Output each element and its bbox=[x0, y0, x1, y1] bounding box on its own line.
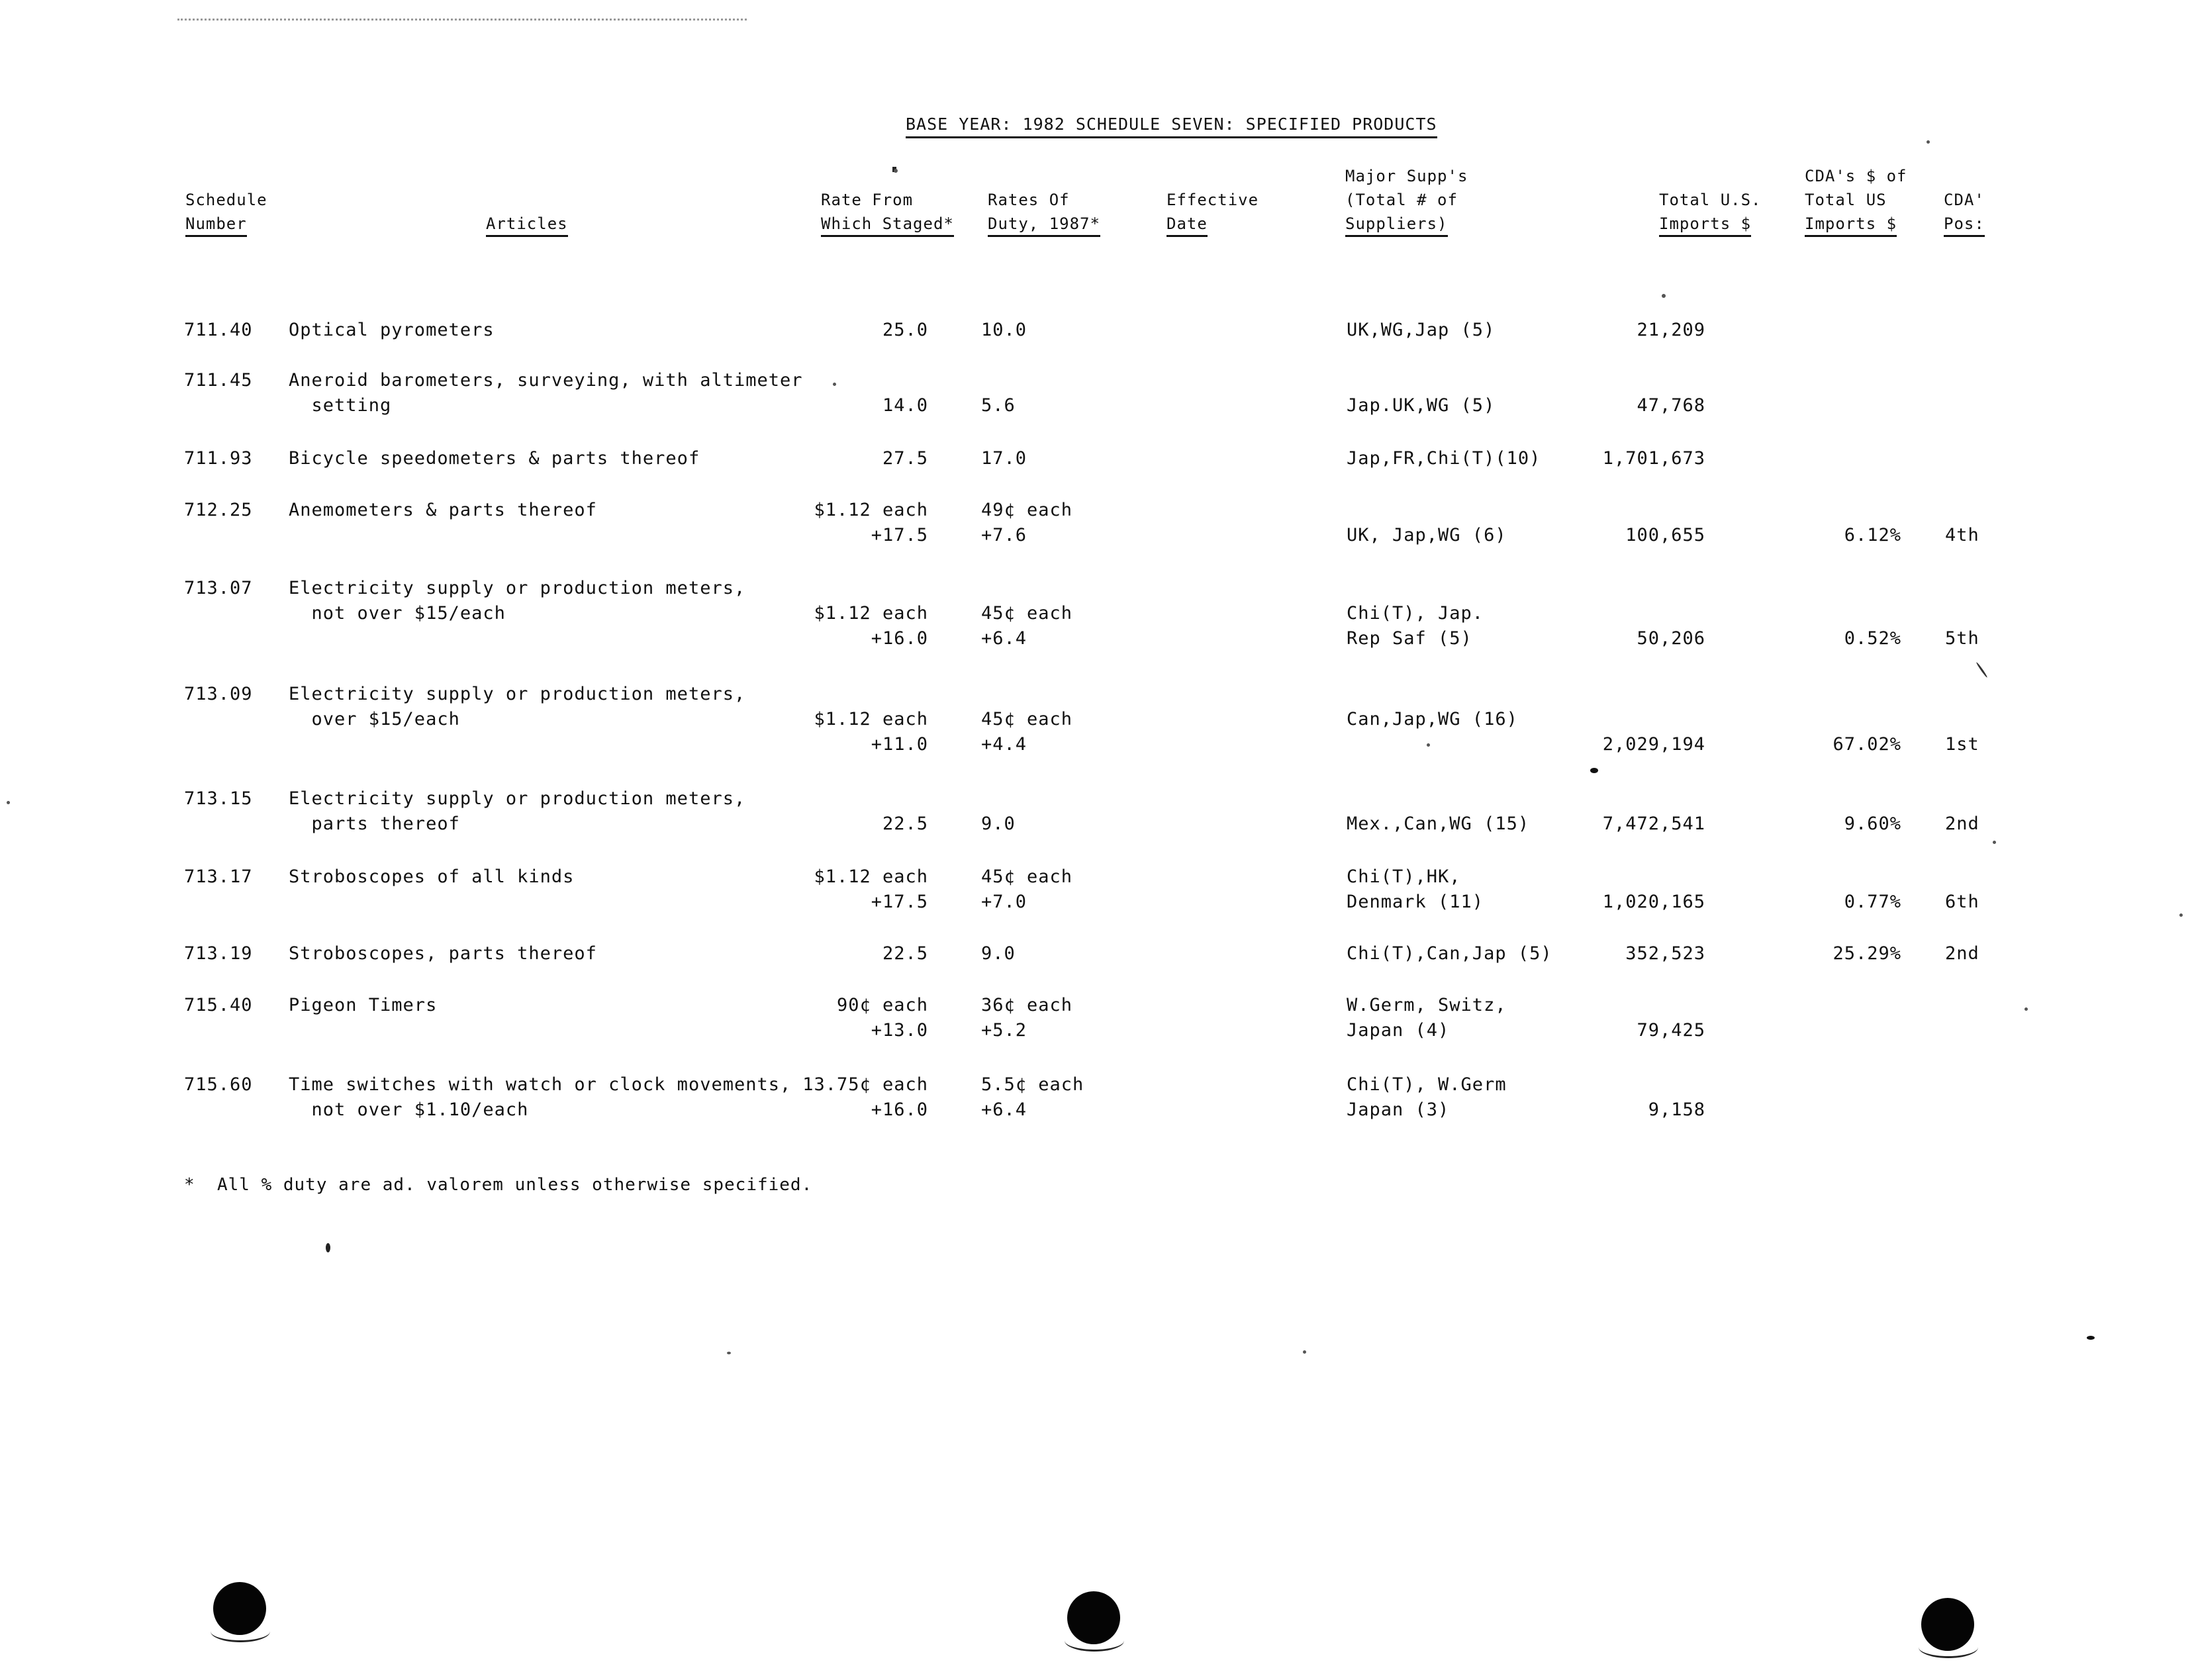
rate-of-duty-value: +7.6 bbox=[981, 525, 1027, 545]
cda-share-value: 6.12% bbox=[1844, 525, 1901, 545]
major-suppliers-value: Chi(T), Jap. bbox=[1347, 603, 1484, 624]
rate-of-duty-value: 5.6 bbox=[981, 395, 1016, 416]
rate-from-value: +17.5 bbox=[871, 892, 928, 912]
cda-position-value: 6th bbox=[1945, 892, 1979, 912]
rate-of-duty-value: 45¢ each bbox=[981, 709, 1073, 729]
header-rates-of-duty-line: Duty, 1987* bbox=[988, 212, 1100, 237]
rate-of-duty-value: 5.5¢ each bbox=[981, 1074, 1084, 1095]
major-suppliers-value: Chi(T),HK, bbox=[1347, 866, 1461, 887]
rate-of-duty-value: 45¢ each bbox=[981, 866, 1073, 887]
page-title: BASE YEAR: 1982 SCHEDULE SEVEN: SPECIFIED PRODUCTS bbox=[906, 113, 1437, 138]
article-description: Electricity supply or production meters, bbox=[289, 684, 746, 704]
rate-of-duty-value: 9.0 bbox=[981, 943, 1016, 964]
cda-share-value: 0.52% bbox=[1844, 628, 1901, 649]
header-effective-date bbox=[1166, 188, 1259, 237]
major-suppliers-value: Mex.,Can,WG (15) bbox=[1347, 814, 1530, 834]
schedule-number: 711.40 bbox=[184, 320, 253, 340]
scan-speck bbox=[833, 383, 836, 386]
scan-artifact-top bbox=[177, 19, 747, 21]
total-imports-value: 352,523 bbox=[1625, 943, 1705, 964]
cda-share-value: 67.02% bbox=[1833, 734, 1901, 755]
major-suppliers-value: Japan (4) bbox=[1347, 1020, 1450, 1041]
header-major-suppliers-line: Suppliers) bbox=[1345, 212, 1448, 237]
scan-speck bbox=[2024, 1007, 2028, 1011]
header-cda-share-line: CDA's $ of bbox=[1805, 167, 1907, 185]
major-suppliers-value: W.Germ, Switz, bbox=[1347, 995, 1507, 1015]
rate-from-value: 22.5 bbox=[882, 814, 928, 834]
scan-speck bbox=[326, 1243, 330, 1252]
cda-share-value: 25.29% bbox=[1833, 943, 1901, 964]
header-major-suppliers bbox=[1345, 164, 1468, 237]
rate-from-value: +16.0 bbox=[871, 1099, 928, 1120]
binder-hole-right-shadow bbox=[1919, 1636, 1978, 1658]
header-major-suppliers-line: (Total # of bbox=[1345, 191, 1458, 209]
binder-hole-center-shadow bbox=[1065, 1630, 1124, 1652]
header-schedule-number-line: Number bbox=[185, 212, 247, 237]
header-effective-date-line: Effective bbox=[1166, 191, 1259, 209]
article-description: over $15/each bbox=[289, 709, 460, 729]
header-cda-position bbox=[1944, 188, 1985, 237]
major-suppliers-value: UK,WG,Jap (5) bbox=[1347, 320, 1496, 340]
rate-of-duty-value: 17.0 bbox=[981, 448, 1027, 469]
article-description: Time switches with watch or clock movements, bbox=[289, 1074, 792, 1095]
schedule-number: 712.25 bbox=[184, 500, 253, 520]
total-imports-value: 100,655 bbox=[1625, 525, 1705, 545]
article-description: Bicycle speedometers & parts thereof bbox=[289, 448, 700, 469]
rate-of-duty-value: 9.0 bbox=[981, 814, 1016, 834]
rate-from-value: +17.5 bbox=[871, 525, 928, 545]
major-suppliers-value: Can,Jap,WG (16) bbox=[1347, 709, 1518, 729]
major-suppliers-value: Japan (3) bbox=[1347, 1099, 1450, 1120]
scan-speck bbox=[1976, 662, 1988, 678]
rate-of-duty-value: +7.0 bbox=[981, 892, 1027, 912]
rate-of-duty-value: +4.4 bbox=[981, 734, 1027, 755]
rate-from-value: $1.12 each bbox=[814, 603, 928, 624]
cda-position-value: 2nd bbox=[1945, 943, 1979, 964]
total-imports-value: 50,206 bbox=[1637, 628, 1705, 649]
article-description: Anemometers & parts thereof bbox=[289, 500, 597, 520]
scan-speck bbox=[1427, 743, 1430, 747]
schedule-number: 713.07 bbox=[184, 578, 253, 598]
cda-position-value: 4th bbox=[1945, 525, 1979, 545]
header-rates-of-duty bbox=[988, 188, 1100, 237]
rate-from-value: +11.0 bbox=[871, 734, 928, 755]
article-description: setting bbox=[289, 395, 392, 416]
scan-speck bbox=[2087, 1336, 2095, 1340]
total-imports-value: 2,029,194 bbox=[1602, 734, 1705, 755]
rate-from-value: $1.12 each bbox=[814, 500, 928, 520]
major-suppliers-value: Chi(T),Can,Jap (5) bbox=[1347, 943, 1552, 964]
schedule-number: 713.17 bbox=[184, 866, 253, 887]
article-description: Electricity supply or production meters, bbox=[289, 788, 746, 809]
header-articles bbox=[486, 212, 568, 237]
rate-of-duty-value: +6.4 bbox=[981, 628, 1027, 649]
header-cda-share-line: Imports $ bbox=[1805, 212, 1897, 237]
rate-from-value: $1.12 each bbox=[814, 709, 928, 729]
cda-position-value: 2nd bbox=[1945, 814, 1979, 834]
header-total-imports-line: Imports $ bbox=[1659, 212, 1751, 237]
rate-from-value: 90¢ each bbox=[836, 995, 928, 1015]
scan-speck bbox=[1662, 294, 1666, 298]
schedule-number: 715.60 bbox=[184, 1074, 253, 1095]
header-schedule-number-line: Schedule bbox=[185, 191, 267, 209]
major-suppliers-value: Jap,FR,Chi(T)(10) bbox=[1347, 448, 1541, 469]
rate-of-duty-value: 45¢ each bbox=[981, 603, 1073, 624]
scan-speck bbox=[1993, 841, 1996, 844]
rate-of-duty-value: 49¢ each bbox=[981, 500, 1073, 520]
cda-position-value: 5th bbox=[1945, 628, 1979, 649]
header-total-imports bbox=[1659, 188, 1762, 237]
rate-from-value: +16.0 bbox=[871, 628, 928, 649]
total-imports-value: 9,158 bbox=[1648, 1099, 1705, 1120]
rate-of-duty-value: 36¢ each bbox=[981, 995, 1073, 1015]
article-description: Stroboscopes of all kinds bbox=[289, 866, 575, 887]
rate-from-value: 14.0 bbox=[882, 395, 928, 416]
header-cda-position-line: Pos: bbox=[1944, 212, 1985, 237]
major-suppliers-value: Rep Saf (5) bbox=[1347, 628, 1472, 649]
cda-share-value: 9.60% bbox=[1844, 814, 1901, 834]
header-articles-line: Articles bbox=[486, 212, 568, 237]
rate-of-duty-value: 10.0 bbox=[981, 320, 1027, 340]
rate-from-value: 25.0 bbox=[882, 320, 928, 340]
scan-speck bbox=[1927, 140, 1930, 144]
total-imports-value: 1,020,165 bbox=[1602, 892, 1705, 912]
total-imports-value: 79,425 bbox=[1637, 1020, 1705, 1041]
header-cda-share bbox=[1805, 164, 1907, 237]
total-imports-value: 7,472,541 bbox=[1602, 814, 1705, 834]
scan-speck bbox=[727, 1352, 731, 1354]
major-suppliers-value: Jap.UK,WG (5) bbox=[1347, 395, 1496, 416]
rate-from-value: 13.75¢ each bbox=[802, 1074, 928, 1095]
header-rates-of-duty-line: Rates Of bbox=[988, 191, 1070, 209]
header-rate-from-line: Which Staged* bbox=[821, 212, 954, 237]
article-description: Stroboscopes, parts thereof bbox=[289, 943, 597, 964]
rate-of-duty-value: +5.2 bbox=[981, 1020, 1027, 1041]
rate-from-value: $1.12 each bbox=[814, 866, 928, 887]
header-effective-date-line: Date bbox=[1166, 212, 1208, 237]
scan-speck bbox=[7, 801, 10, 804]
binder-hole-left-shadow bbox=[211, 1620, 270, 1642]
scan-speck bbox=[894, 169, 898, 173]
article-description: not over $15/each bbox=[289, 603, 506, 624]
total-imports-value: 1,701,673 bbox=[1602, 448, 1705, 469]
schedule-number: 713.15 bbox=[184, 788, 253, 809]
footnote: * All % duty are ad. valorem unless otherwise specified. bbox=[184, 1175, 813, 1195]
header-total-imports-line: Total U.S. bbox=[1659, 191, 1762, 209]
rate-from-value: 27.5 bbox=[882, 448, 928, 469]
header-major-suppliers-line: Major Supp's bbox=[1345, 167, 1468, 185]
scan-speck bbox=[1303, 1350, 1306, 1354]
article-description: Pigeon Timers bbox=[289, 995, 438, 1015]
article-description: not over $1.10/each bbox=[289, 1099, 529, 1120]
schedule-number: 713.09 bbox=[184, 684, 253, 704]
article-description: Aneroid barometers, surveying, with altimeter bbox=[289, 370, 803, 391]
header-rate-from-line: Rate From bbox=[821, 191, 914, 209]
rate-of-duty-value: +6.4 bbox=[981, 1099, 1027, 1120]
article-description: Electricity supply or production meters, bbox=[289, 578, 746, 598]
cda-share-value: 0.77% bbox=[1844, 892, 1901, 912]
article-description: Optical pyrometers bbox=[289, 320, 495, 340]
schedule-number: 713.19 bbox=[184, 943, 253, 964]
major-suppliers-value: Denmark (11) bbox=[1347, 892, 1484, 912]
rate-from-value: 22.5 bbox=[882, 943, 928, 964]
header-rate-from bbox=[821, 188, 954, 237]
scan-speck bbox=[1590, 768, 1598, 773]
schedule-number: 715.40 bbox=[184, 995, 253, 1015]
cda-position-value: 1st bbox=[1945, 734, 1979, 755]
header-schedule-number bbox=[185, 188, 267, 237]
schedule-number: 711.93 bbox=[184, 448, 253, 469]
major-suppliers-value: UK, Jap,WG (6) bbox=[1347, 525, 1507, 545]
header-cda-share-line: Total US bbox=[1805, 191, 1887, 209]
scan-speck bbox=[2179, 913, 2183, 917]
rate-from-value: +13.0 bbox=[871, 1020, 928, 1041]
schedule-number: 711.45 bbox=[184, 370, 253, 391]
total-imports-value: 47,768 bbox=[1637, 395, 1705, 416]
total-imports-value: 21,209 bbox=[1637, 320, 1705, 340]
major-suppliers-value: Chi(T), W.Germ bbox=[1347, 1074, 1507, 1095]
article-description: parts thereof bbox=[289, 814, 460, 834]
header-cda-position-line: CDA' bbox=[1944, 191, 1985, 209]
